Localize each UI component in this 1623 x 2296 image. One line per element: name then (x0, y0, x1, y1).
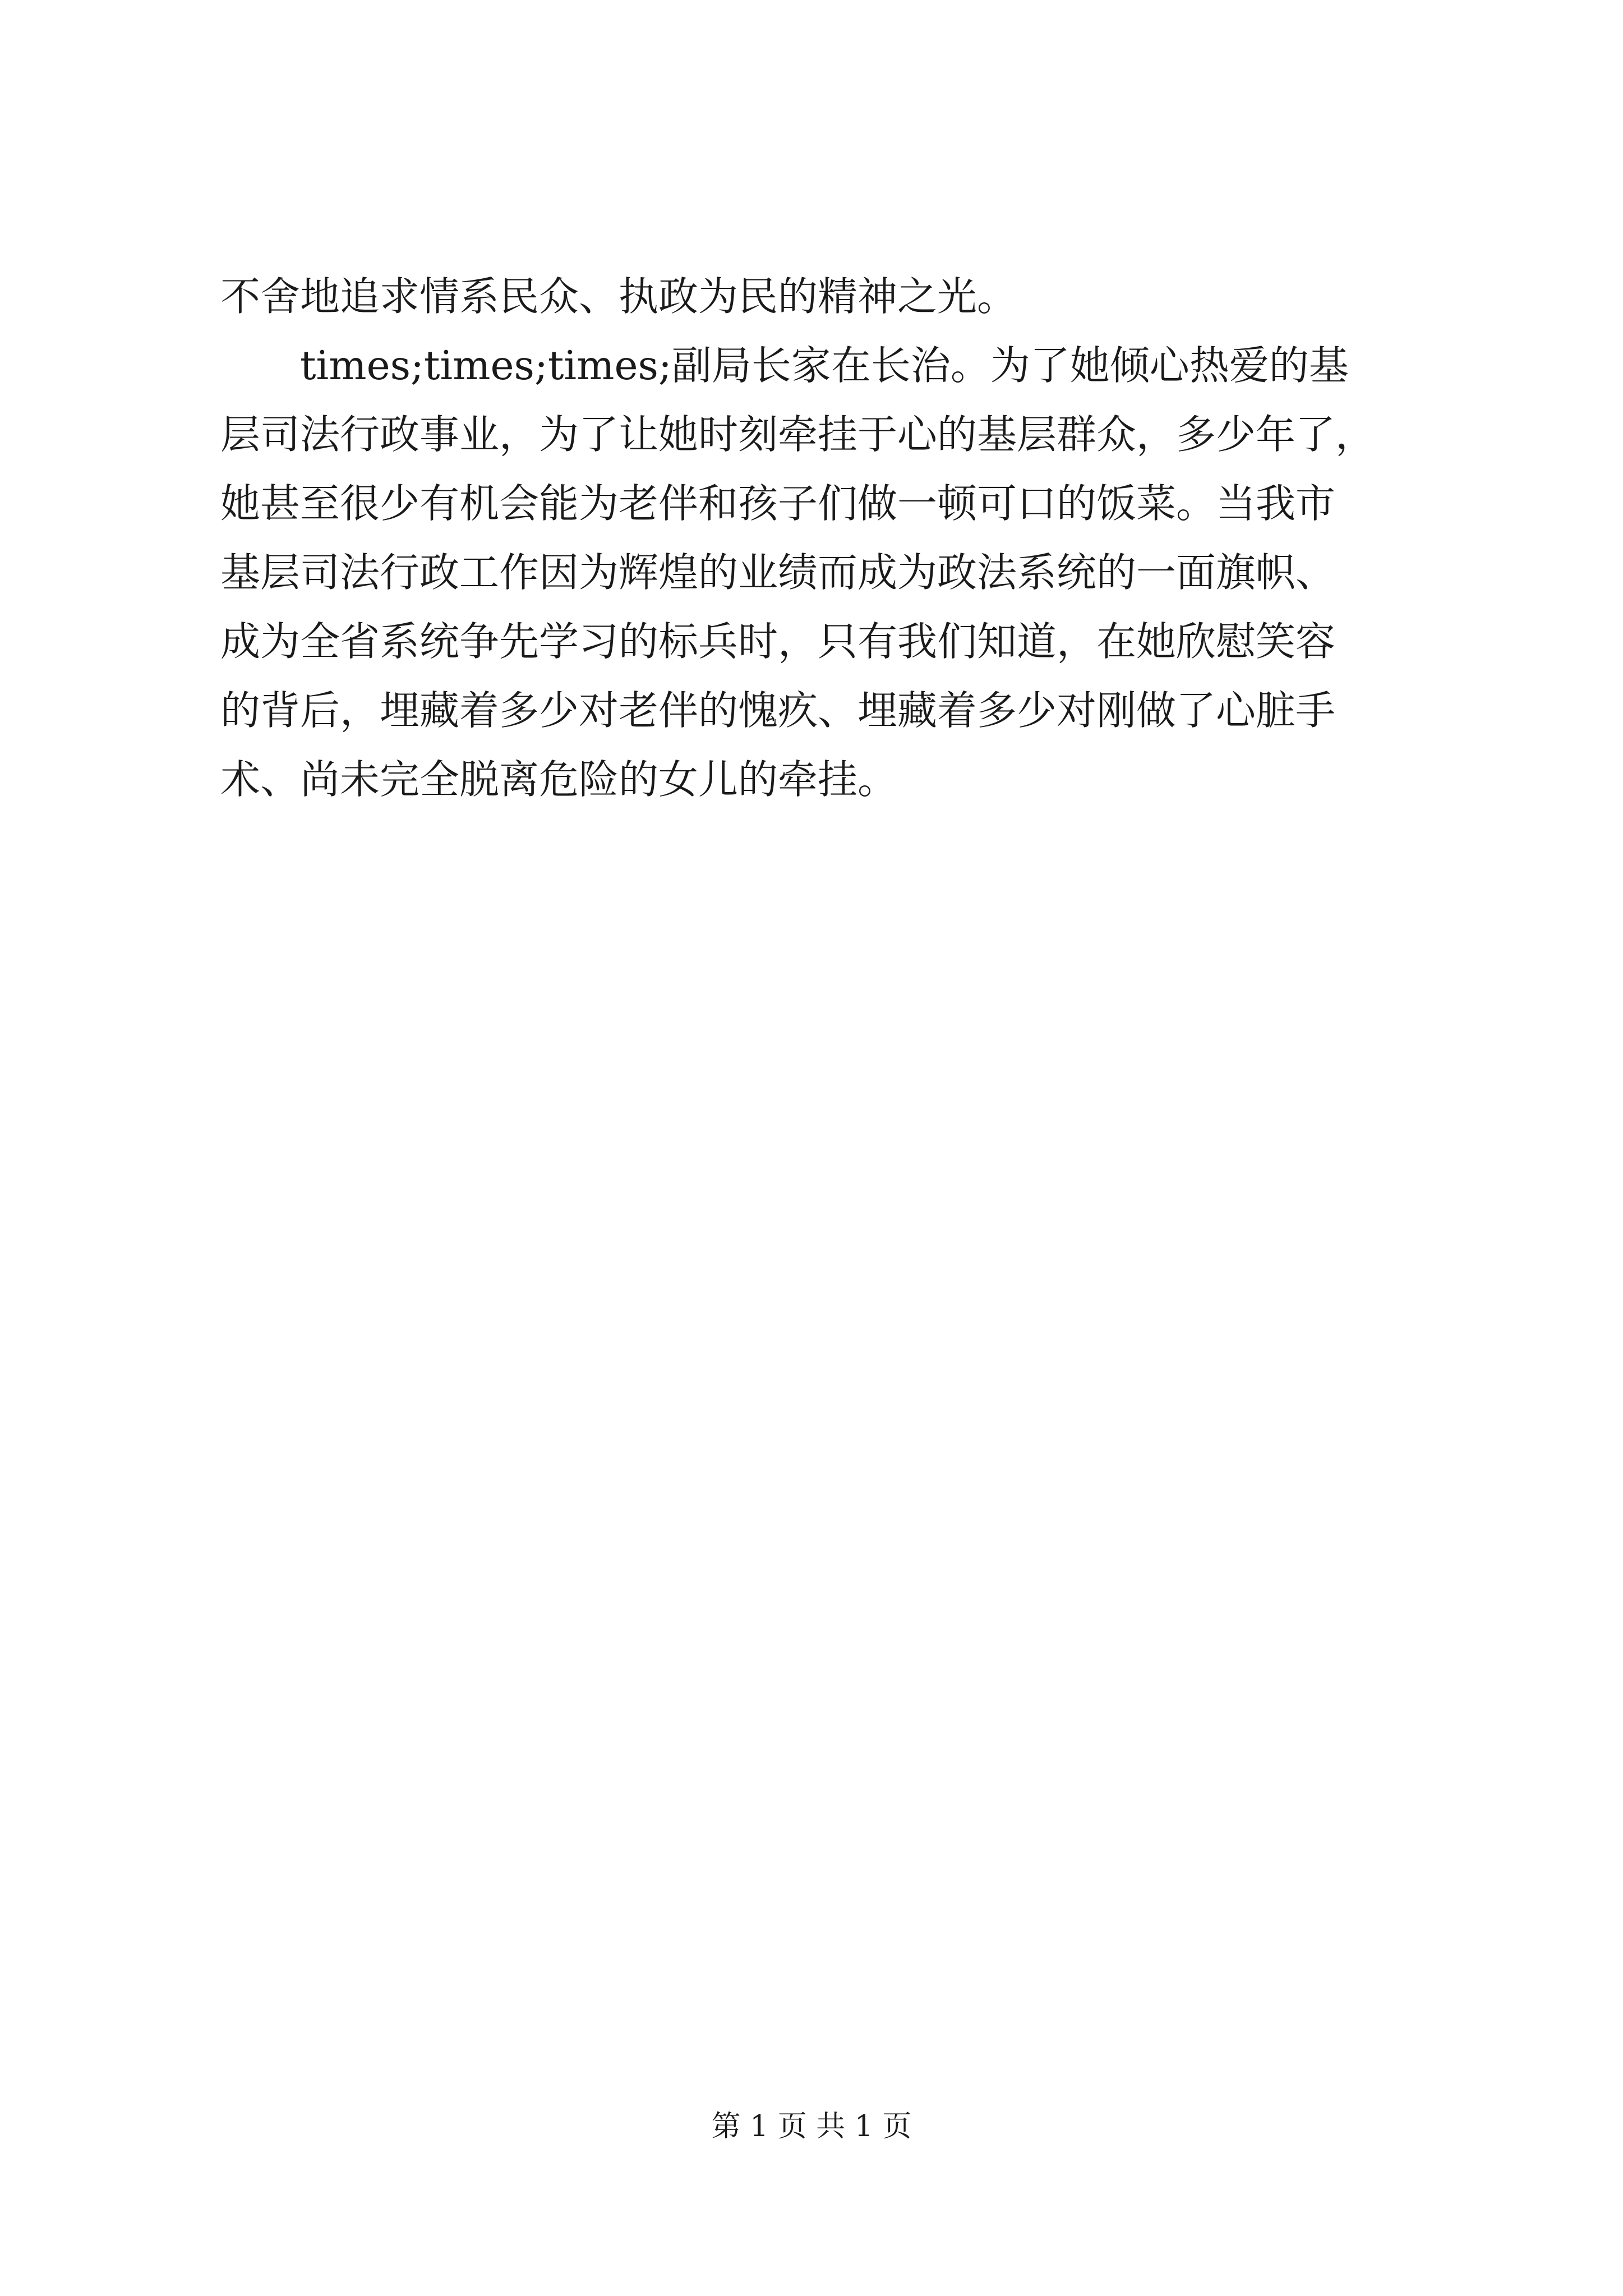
text-line-7: 的背后，埋藏着多少对老伴的愧疚、埋藏着多少对刚做了心脏手 (220, 687, 1336, 734)
text-line-2: times;times;times;副局长家在长治。为了她倾心热爱的基 (300, 342, 1349, 389)
body-text (220, 262, 1418, 814)
text-line-3: 层司法行政事业，为了让她时刻牵挂于心的基层群众，多少年了， (220, 411, 1376, 458)
text-line-4: 她甚至很少有机会能为老伴和孩子们做一顿可口的饭菜。当我市 (220, 480, 1336, 527)
text-line-8: 术、尚未完全脱离危险的女儿的牵挂。 (220, 756, 898, 803)
page-footer: 第 1 页 共 1 页 (711, 2110, 912, 2143)
text-line-5: 基层司法行政工作因为辉煌的业绩而成为政法系统的一面旗帜、 (220, 549, 1336, 596)
text-line-6: 成为全省系统争先学习的标兵时，只有我们知道，在她欣慰笑容 (220, 618, 1336, 665)
text-line-1: 不舍地追求情系民众、执政为民的精神之光。 (220, 273, 1017, 320)
